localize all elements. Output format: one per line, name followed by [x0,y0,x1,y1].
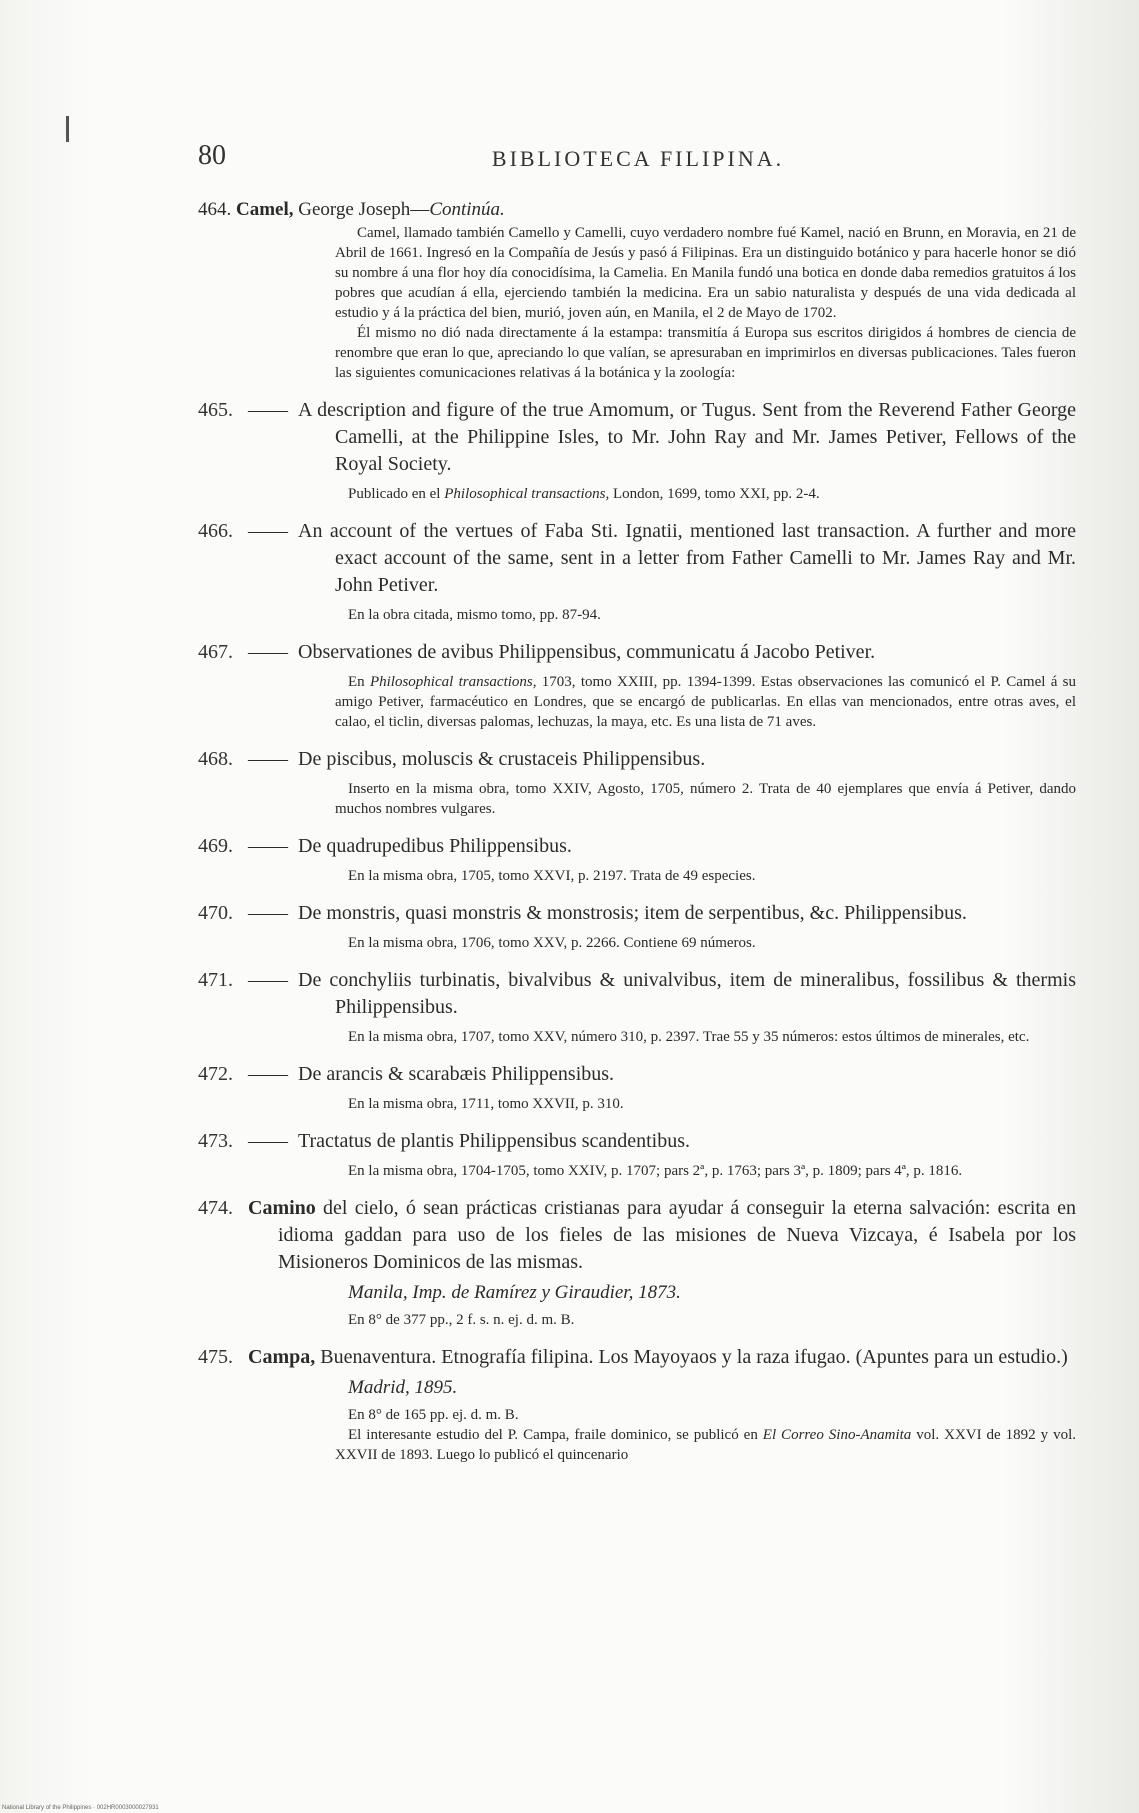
ditto-dash: —— [248,399,288,421]
entry-note: En la misma obra, 1704-1705, tomo XXIV, p. 1707; pars 2ª, p. 1763; pars 3ª, p. 1809; pars 4ª, p. 1816. [348,1163,963,1179]
entry-imprint: Manila, Imp. de Ramírez y Giraudier, 1873. [348,1282,681,1303]
entry-469 [198,833,1076,886]
entry-number: 473. [198,1130,233,1152]
entry-470 [198,900,1076,953]
entry-author: Camel, [236,199,294,220]
entry-number: 465. [198,399,233,421]
entry-number: 466. [198,520,233,542]
entry-title: Buenaventura. Etnografía filipina. Los Mayoyaos y la raza ifugao. (Apuntes para un estudio.) [315,1346,1068,1368]
ditto-dash: —— [248,748,288,770]
entry-note: En Philosophical transactions, 1703, tomo XXIII, pp. 1394-1399. Estas observaciones las comunicó el P. Camel á su amigo Petiver, farmacéutico en Londres, que se encargó de publicarlas. En ellas van mencionados, entre otras aves, el calao, el ticlin, diversas palomas, lechuzas, la maya, etc. Es una lista de 71 aves. [335,674,1076,730]
entry-number: 468. [198,748,233,770]
entry-note: En la misma obra, 1706, tomo XXV, p. 2266. Contiene 69 números. [348,935,756,951]
ditto-dash: —— [248,835,288,857]
entry-title: De conchyliis turbinatis, bivalvibus & univalvibus, item de mineralibus, fossilibus & thermis Philippensibus. [298,969,1076,1018]
continua-label: Continúa. [429,199,505,220]
entry-number: 475. [198,1346,233,1368]
ditto-dash: —— [248,1063,288,1085]
ditto-dash: —— [248,1130,288,1152]
entry-note: Camel, llamado también Camello y Camelli, cuyo verdadero nombre fué Kamel, nació en Brunn, en Moravia, en 21 de Abril de 1661. Ingresó en la Compañía de Jesús y pasó á Filipinas. Era un distinguido botánico y para hacerle honor se dió su nombre á una flor hoy día conocidísima, la Camelia. En Manila fundó una botica en donde daba remedios gratuitos á los pobres que acudían á ella, ejerciendo también la medicina. Era un sabio naturalista y después de una vida dedicada al estudio y á la práctica del bien, murió, joven aún, en Manila, el 2 de Mayo de 1702. [335,225,1076,321]
entry-title: De arancis & scarabæis Philippensibus. [298,1063,615,1085]
entry-467 [198,639,1076,732]
entry-number: 467. [198,641,233,663]
entry-471 [198,967,1076,1047]
ditto-dash: —— [248,520,288,542]
running-title: BIBLIOTECA FILIPINA. [491,146,785,171]
entry-note: En 8° de 377 pp., 2 f. s. n. ej. d. m. B. [348,1312,575,1328]
page-body [198,196,1076,1465]
entry-464 [198,196,1076,383]
entry-465 [198,397,1076,504]
entry-title: De monstris, quasi monstris & monstrosis; item de serpentibus, &c. Philippensibus. [298,902,967,924]
entry-468 [198,746,1076,819]
entry-note: En 8° de 165 pp. ej. d. m. B. [348,1407,519,1423]
entry-number: 469. [198,835,233,857]
entry-title: Observationes de avibus Philippensibus, communicatu á Jacobo Petiver. [298,641,876,663]
entry-title: De piscibus, moluscis & crustaceis Philippensibus. [298,748,706,770]
ditto-dash: —— [248,902,288,924]
entry-note: En la misma obra, 1711, tomo XXVII, p. 310. [348,1096,624,1112]
entry-note: Inserto en la misma obra, tomo XXIV, Agosto, 1705, número 2. Trata de 40 ejemplares que envía á Petiver, dando muchos nombres vulgares. [335,781,1076,817]
entry-author: Camino [248,1197,316,1219]
entry-466 [198,518,1076,625]
entry-number: 474. [198,1197,233,1219]
entry-title: del cielo, ó sean prácticas cristianas para ayudar á conseguir la eterna salvación: escrita en idioma gaddan para uso de los fieles de las misiones de Nueva Vizcaya, é Isabela por los Misioneros Dominicos de las mismas. [278,1197,1076,1273]
entry-474 [198,1195,1076,1330]
entry-note: El interesante estudio del P. Campa, fraile dominico, se publicó en El Correo Sino-Anamita vol. XXVI de 1892 y vol. XXVII de 1893. Luego lo publicó el quincenario [335,1427,1076,1463]
entry-imprint: Madrid, 1895. [348,1377,458,1398]
entry-number: 470. [198,902,233,924]
entry-note: En la obra citada, mismo tomo, pp. 87-94. [348,607,601,623]
page-header [198,140,1078,180]
entry-472 [198,1061,1076,1114]
entry-note: En la misma obra, 1705, tomo XXVI, p. 2197. Trata de 49 especies. [348,868,756,884]
entry-number: 472. [198,1063,233,1085]
entry-number: 471. [198,969,233,991]
ditto-dash: —— [248,641,288,663]
page-number: 80 [198,140,226,171]
ditto-dash: —— [248,969,288,991]
scan-footer: National Library of the Philippines · 002HR0003000027931 [2,1805,159,1811]
ink-mark [66,116,69,142]
entry-title: A description and figure of the true Amomum, or Tugus. Sent from the Reverend Father George Camelli, at the Philippine Isles, to Mr. John Ray and Mr. James Petiver, Fellows of the Royal Society. [298,399,1076,475]
entry-title: De quadrupedibus Philippensibus. [298,835,572,857]
entry-note: En la misma obra, 1707, tomo XXV, número 310, p. 2397. Trae 55 y 35 números: estos últimos de minerales, etc. [348,1029,1030,1045]
entry-number: 464. [198,199,232,220]
entry-475 [198,1344,1076,1465]
entry-note: Él mismo no dió nada directamente á la estampa: transmitía á Europa sus escritos dirigidos á hombres de ciencia de renombre que eran lo que, apreciando lo que valían, se apresuraban en imprimirlos en diversas publicaciones. Tales fueron las siguientes comunicaciones relativas á la botánica y la zoología: [335,325,1076,381]
entry-author: Campa, [248,1346,316,1368]
entry-title: An account of the vertues of Faba Sti. Ignatii, mentioned last transaction. A further and more exact account of the same, sent in a letter from Father Camelli to Mr. James Ray and Mr. John Petiver. [298,520,1076,596]
entry-title: Tractatus de plantis Philippensibus scandentibus. [298,1130,691,1152]
entry-text: George Joseph— [293,199,430,220]
entry-note: Publicado en el Philosophical transactions, London, 1699, tomo XXI, pp. 2-4. [348,486,820,502]
entry-473 [198,1128,1076,1181]
